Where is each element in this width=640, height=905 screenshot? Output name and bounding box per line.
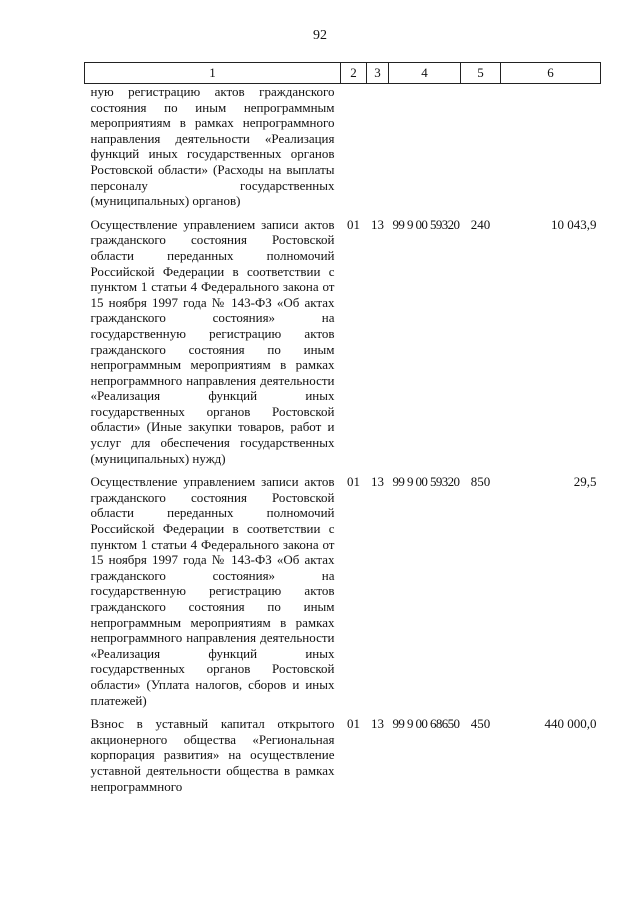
row-subsection <box>367 84 389 217</box>
row-target-article <box>389 84 461 217</box>
row-section: 01 <box>347 716 360 732</box>
row-expense-type: 850 <box>470 474 491 490</box>
row-subsection: 13 <box>371 216 384 232</box>
row-subsection: 13 <box>371 474 384 490</box>
table-header <box>85 63 601 84</box>
row-target-article: 99 9 00 59320 <box>392 216 460 232</box>
row-expense-type: 450 <box>470 716 491 732</box>
row-description: Осуществление управлением записи актов гражданского состояния Ростовской области переданных полномочий Российской Федерации в соответствии с пунктом 1 статьи 4 Федерального закона от 15 ноября 1997 года № 143-ФЗ «Об актах гражданского состояния» на государственную регистрацию актов гражданского состояния по иным непрограммным мероприятиям в рамках непрограммного направления деятельности «Реализация функций иных государственных органов Ростовской области» (Уплата налогов, сборов и иных платежей) <box>90 474 335 708</box>
row-amount: 29,5 <box>573 474 597 490</box>
header-col-5: 5 <box>461 63 501 84</box>
row-target-article: 99 9 00 68650 <box>392 716 460 732</box>
row-expense-type: 240 <box>470 216 491 232</box>
row-expense-type <box>461 84 501 217</box>
row-target-article: 99 9 00 59320 <box>392 474 460 490</box>
row-section: 01 <box>347 216 360 232</box>
row-subsection: 13 <box>371 716 384 732</box>
table-row <box>85 217 601 475</box>
row-amount: 440 000,0 <box>544 716 597 732</box>
table-row <box>85 716 601 802</box>
header-col-3: 3 <box>367 63 389 84</box>
row-amount: 10 043,9 <box>551 216 597 232</box>
header-col-1: 1 <box>85 63 341 84</box>
header-col-2: 2 <box>341 63 367 84</box>
row-section <box>341 84 367 217</box>
header-col-6: 6 <box>501 63 601 84</box>
table-row <box>85 474 601 716</box>
row-description: Взнос в уставный капитал открытого акционерного общества «Региональная корпорация развития» на осуществление уставной деятельности общества в рамках непрограммного <box>90 716 335 794</box>
table-row <box>85 84 601 217</box>
budget-table <box>84 62 601 802</box>
row-description: ную регистрацию актов гражданского состояния по иным непрограммным мероприятиям в рамках непрограммного направления деятельности «Реализация функций иных государственных органов Ростовской области» (Расходы на выплаты персоналу государственных (муниципальных) органов) <box>90 84 335 209</box>
page-number: 92 <box>313 28 327 43</box>
row-description: Осуществление управлением записи актов гражданского состояния Ростовской области переданных полномочий Российской Федерации в соответствии с пунктом 1 статьи 4 Федерального закона от 15 ноября 1997 года № 143-ФЗ «Об актах гражданского состояния» на государственную регистрацию актов гражданского состояния по иным непрограммным мероприятиям в рамках непрограммного направления деятельности «Реализация функций иных государственных органов Ростовской области» (Иные закупки товаров, работ и услуг для обеспечения государственных (муниципальных) нужд) <box>90 216 335 466</box>
row-section: 01 <box>347 474 360 490</box>
row-amount <box>501 84 601 217</box>
header-col-4: 4 <box>389 63 461 84</box>
